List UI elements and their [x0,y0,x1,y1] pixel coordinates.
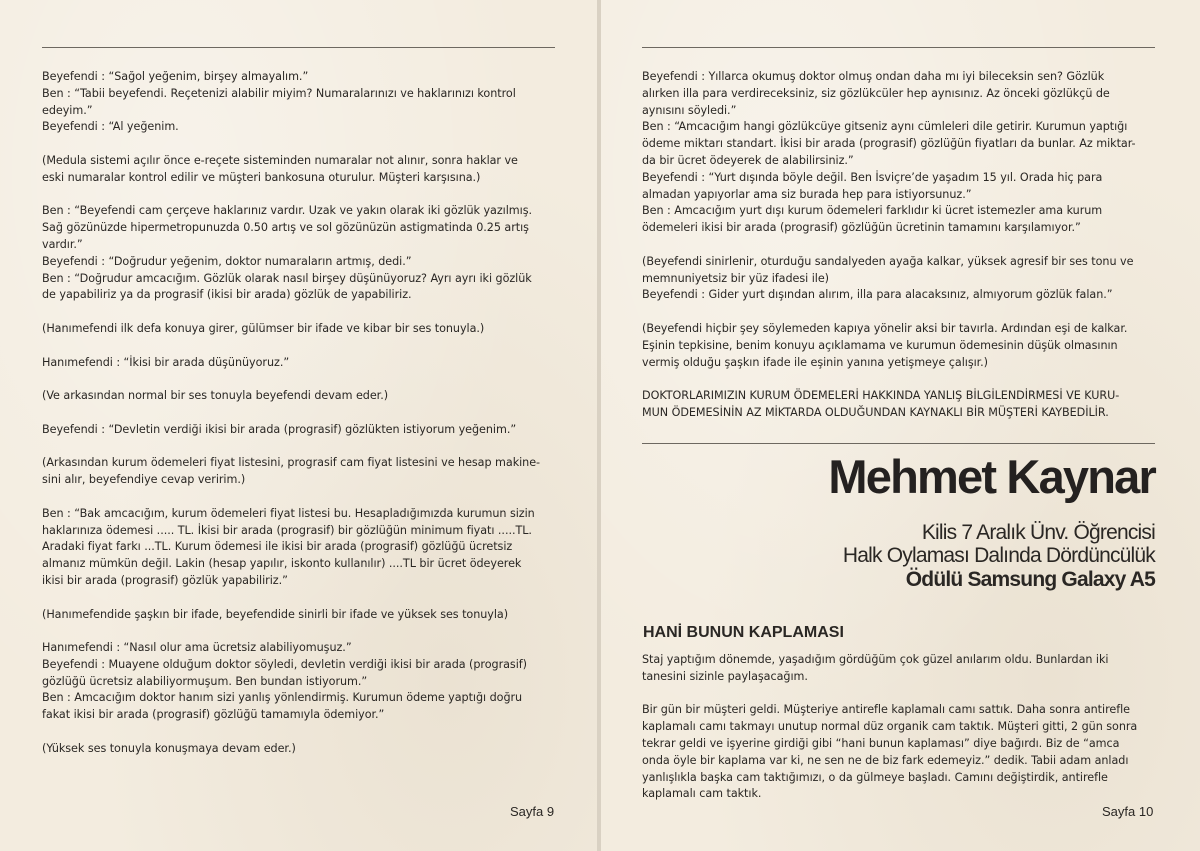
paragraph-spacer [642,686,1137,703]
paragraph-spacer [642,371,1136,388]
paragraph-spacer [42,304,540,321]
text-line: Hanımefendi : “Nasıl olur ama ücretsiz alabiliyomuşuz.” [42,641,352,655]
text-line: edeyim.” [42,103,93,117]
text-line: Ben : Amcacığım doktor hanım sizi yanlış yönlendirmiş. Kurumun ödeme yaptığı doğru [42,691,523,705]
right-page-number: Sayfa 10 [1102,804,1154,819]
text-line: (Ve arkasından normal bir ses tonuyla beyefendi devam eder.) [42,389,389,403]
left-top-rule [42,47,555,48]
text-line: almanız mümkün değil. Lakin (hesap yapılır, iskonto kullanılır) ....TL bir ücret ödeyerek [42,557,522,571]
text-line: Ben : “Amcacığım hangi gözlükcüye gitseniz aynı cümleleri dile getirir. Kurumun yaptığı [642,120,1128,134]
text-line: (Hanımefendide şaşkın bir ifade, beyefendide sinirli bir ifade ve yüksek ses tonuyla) [42,607,509,621]
text-line: (Beyefendi hiçbir şey söylemeden kapıya yönelir aksi bir tavırla. Ardından eşi de kalkar. [642,321,1128,335]
paragraph-spacer [42,724,540,741]
text-line: Ben : “Doğrudur amcacığım. Gözlük olarak nasıl birşey düşünüyoruz? Ayrı ayrı iki gözlük [42,271,532,285]
text-line: Staj yaptığım dönemde, yaşadığım gördüğüm çok güzel anılarım oldu. Bunlardan iki [642,653,1109,666]
text-line: vermiş olduğu şaşkın ifade ile eşinin yanına yetişmeye çalışır.) [642,355,988,369]
text-line: ödemeleri ikisi bir arada (prograsif) gözlüğün ücretinin tamamını karşılamıyor.” [642,221,1081,235]
text-line: tanesini sizinle paylaşacağım. [642,669,808,683]
paragraph-spacer [42,136,540,153]
paragraph-spacer [42,187,540,204]
text-line: (Arkasından kurum ödemeleri fiyat listesini, prograsif cam fiyat listesini ve hesap makine- [42,456,541,470]
paragraph-spacer [42,439,540,456]
text-line: Beyefendi : Gider yurt dışından alırım, illa para alacaksınız, almıyorum gözlük falan.” [642,288,1113,302]
paragraph-spacer [42,405,540,422]
text-line: yanlışlıkla başka cam taktığımızı, o da gülmeye başladı. Camını değiştirdik, antirefle [642,770,1108,784]
text-line: onda öyle bir kaplama var ki, ne sen ne de biz fark edemeyiz.” dedik. Tabii adam anladı [642,753,1129,767]
text-line: haklarınıza ödemesi ..... TL. İkisi bir arada (prograsif) bir gözlüğün minimum fiyatı .....TL. [42,523,532,537]
text-line: Hanımefendi : “İkisi bir arada düşünüyoruz.” [42,355,290,369]
text-line: (Yüksek ses tonuyla konuşmaya devam eder.) [42,741,296,755]
left-page [0,0,597,851]
text-line: (Medula sistemi açılır önce e-reçete sisteminden numaralar not alınır, sonra haklar ve [42,153,518,167]
text-line: Ben : “Beyefendi cam çerçeve haklarınız vardır. Uzak ve yakın olarak iki gözlük yazılmış. [42,204,532,218]
text-line: Beyefendi : “Yurt dışında böyle değil. Ben İsviçre’de yaşadım 15 yıl. Orada hiç para [642,170,1103,184]
paragraph-spacer [42,590,540,607]
text-line: eski numaralar kontrol edilir ve müşteri bankosuna oturulur. Müşteri karşısına.) [42,170,481,184]
text-line: kaplamalı cam taktık. [642,787,762,801]
right-section-rule [642,443,1155,444]
right-page [601,0,1200,851]
right-top-rule [642,47,1155,48]
left-page-body [42,69,540,758]
author-school: Kilis 7 Aralık Ünv. Öğrencisi [921,521,1155,544]
text-line: kaplamalı camı takmayı unutup normal düz organik cam taktık. Müşteri gitti, 2 gün sonra [642,720,1138,734]
author-award-category: Halk Oylaması Dalında Dördüncülük [842,544,1155,567]
paragraph-spacer [642,237,1136,254]
text-line: Ben : “Bak amcacığım, kurum ödemeleri fiyat listesi bu. Hesapladığımızda kurumun sizin [42,506,535,520]
text-line: MUN ÖDEMESİNİN AZ MİKTARDA OLDUĞUNDAN KAYNAKLI BİR MÜŞTERİ KAYBEDİLİR. [642,405,1109,419]
text-line: vardır.” [42,237,83,251]
text-line: Aradaki fiyat farkı ...TL. Kurum ödemesi ile ikisi bir arada (prograsif) gözlüğü ücretsiz [42,540,513,554]
author-name: Mehmet Kaynar [828,450,1155,503]
text-line: sini alır, beyefendiye cevap veririm.) [42,473,246,487]
section-body [642,652,1137,803]
text-line: (Beyefendi sinirlenir, oturduğu sandalyeden ayağa kalkar, yüksek agresif bir ses tonu ve [642,254,1134,268]
text-line: gözlüğü ücretsiz alabiliyormuşum. Ben bundan istiyorum.” [42,674,368,688]
text-line: Beyefendi : “Devletin verdiği ikisi bir arada (prograsif) gözlükten istiyorum yeğenim.” [42,422,517,436]
text-line: Beyefendi : Muayene olduğum doktor söyledi, devletin verdiği ikisi bir arada (prograsif) [42,657,527,671]
paragraph-spacer [42,371,540,388]
text-line: almadan yapıyorlar ama siz burada hep para istiyorsunuz.” [642,187,972,201]
text-line: de yapabiliriz ya da prograsif (ikisi bir arada) gözlük de yapabiliriz. [42,288,412,302]
text-line: Beyefendi : “Doğrudur yeğenim, doktor numaraların artmış, dedi.” [42,254,412,268]
text-line: memnuniyetsiz bir yüz ifadesi ile) [642,271,829,285]
left-page-number: Sayfa 9 [510,804,555,819]
paragraph-spacer [42,338,540,355]
text-line: Eşinin tepkisine, benim konuyu açıklamama ve kurumun ödemesinin düşük olmasının [642,338,1118,352]
text-line: (Hanımefendi ilk defa konuya girer, gülümser bir ifade ve kibar bir ses tonuyla.) [42,321,485,335]
text-line: tekrar geldi ve işyerine girdiği gibi “hani bunun kaplaması” diye bağırdı. Biz de “amca [642,736,1120,750]
text-line: ikisi bir arada (prograsif) gözlük yapabiliriz.” [42,573,288,587]
text-line: aynısını söyledi.” [642,103,737,117]
text-line: Beyefendi : Yıllarca okumuş doktor olmuş ondan daha mı iyi bileceksin sen? Gözlük [642,70,1105,83]
text-line: Beyefendi : “Al yeğenim. [42,120,179,134]
text-line: da bir ücret ödeyerek de alabilirsiniz.” [642,153,854,167]
text-line: Bir gün bir müşteri geldi. Müşteriye antirefle kaplamalı camı sattık. Daha sonra antirefle [642,703,1130,717]
paragraph-spacer [42,489,540,506]
paragraph-spacer [42,623,540,640]
paragraph-spacer [642,304,1136,321]
text-line: Sağ gözünüzde hipermetropunuzda 0.50 artış ve sol gözünüzün astigmatinda 0.25 artış [42,221,529,235]
right-page-body [642,69,1136,422]
text-line: DOKTORLARIMIZIN KURUM ÖDEMELERİ HAKKINDA YANLIŞ BİLGİLENDİRMESİ VE KURU- [642,389,1120,403]
text-line: Beyefendi : “Sağol yeğenim, birşey almayalım.” [42,70,309,83]
section-title: HANİ BUNUN KAPLAMASI [643,624,844,641]
author-award-prize: Ödülü Samsung Galaxy A5 [905,568,1155,591]
text-line: alırken illa para verdireceksiniz, siz gözlükcüler hep aynısınız. Az önceki gözlükçü de [642,86,1110,100]
text-line: Ben : Amcacığım yurt dışı kurum ödemeleri farklıdır ki ücret istemezler ama kurum [642,204,1103,218]
text-line: Ben : “Tabii beyefendi. Reçetenizi alabilir miyim? Numaralarınızı ve haklarınızı kontrol [42,86,516,100]
text-line: ödeme miktarı standart. İkisi bir arada (prograsif) gözlüğün fiyatları da bunlar. Az miktar- [642,137,1136,151]
text-line: fakat ikisi bir arada (prograsif) gözlüğü tamamıyla ödemiyor.” [42,708,385,722]
